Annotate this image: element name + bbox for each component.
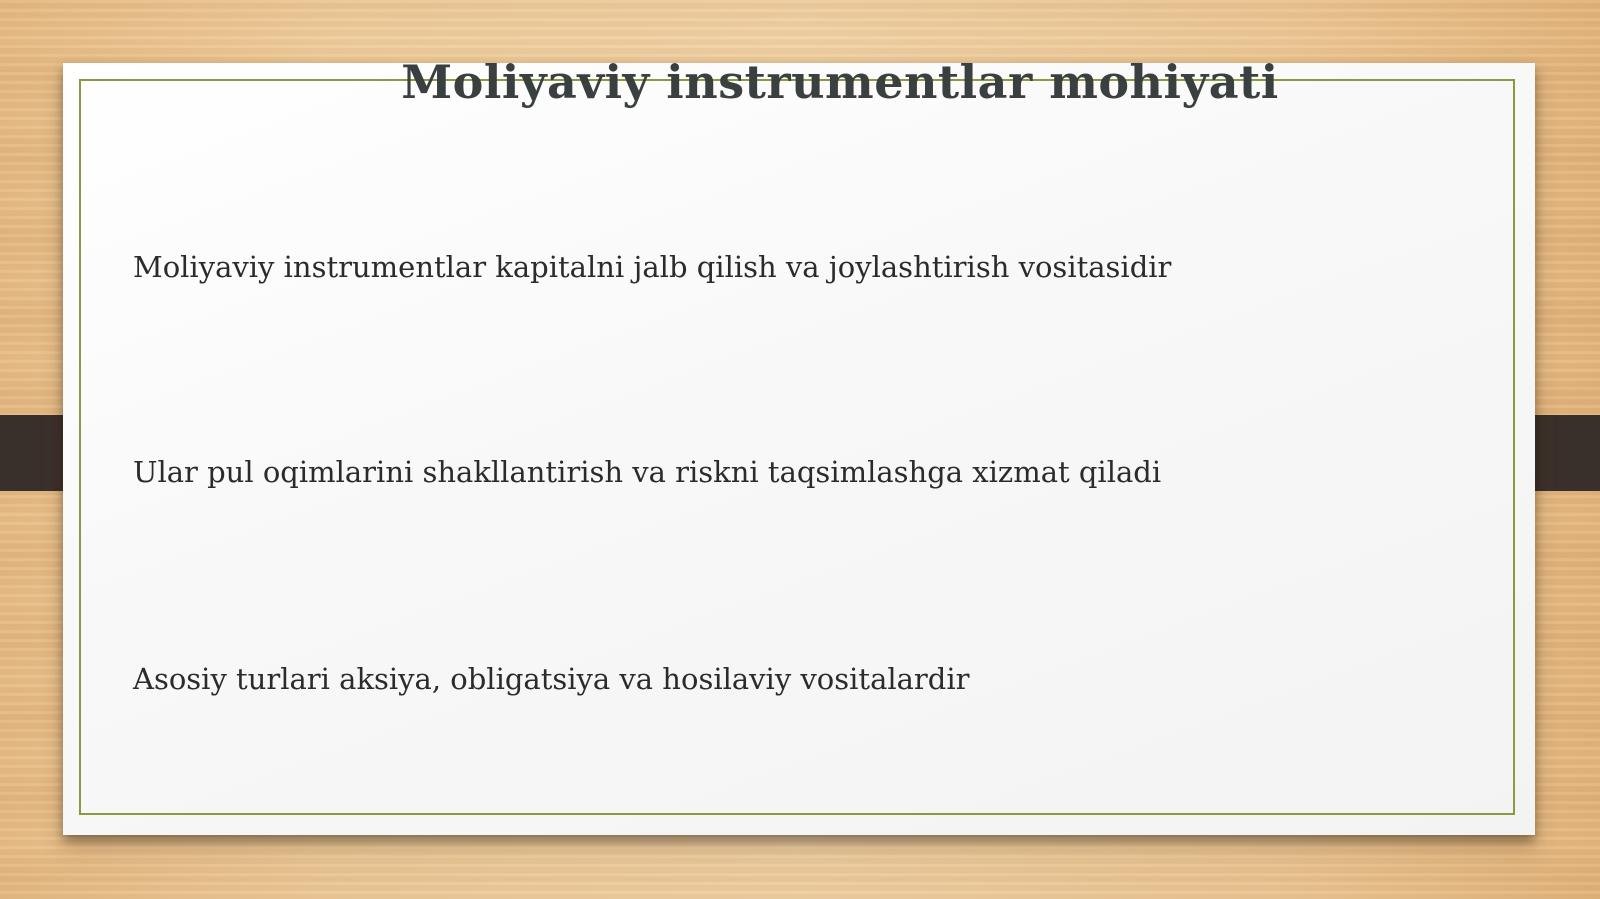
slide-frame [79,79,1515,815]
bullet-text-3: Asosiy turlari aksiya, obligatsiya va hosilaviy vositalardir [133,662,970,696]
slide-title: Moliyaviy instrumentlar mohiyati [401,55,1279,109]
slide-card [63,63,1535,835]
bullet-text-1: Moliyaviy instrumentlar kapitalni jalb qilish va joylashtirish vositasidir [133,250,1172,284]
bullet-text-2: Ular pul oqimlarini shakllantirish va riskni taqsimlashga xizmat qiladi [133,455,1162,489]
